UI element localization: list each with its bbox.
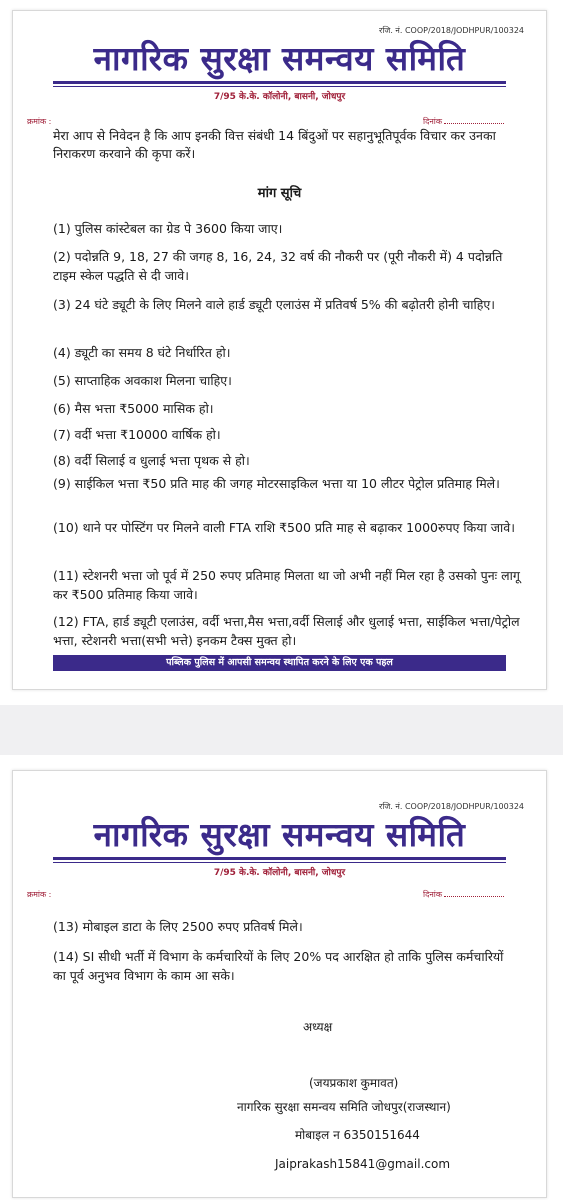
intro-paragraph: मेरा आप से निवेदन है कि आप इनकी वित्त संबंधी 14 बिंदुओं पर सहानुभूतिपूर्वक विचार कर उनका निराकरण करवाने की कृपा करें। [53,128,496,161]
registration-number: रजि. नं. COOP/2018/JODHPUR/100324 [379,802,524,811]
kramank-label: क्रमांक : [27,890,52,899]
dinank-blank [444,123,504,124]
page-gap [0,705,563,755]
footer-band: पब्लिक पुलिस में आपसी समन्वय स्थापित करने के लिए एक पहल [53,655,506,671]
header-rule-thin [53,862,506,863]
dinank-blank [444,896,504,897]
demand-item: (8) वर्दी सिलाई व धुलाई भत्ता पृथक से हो। [53,453,250,468]
header-rule [53,81,506,84]
kramank-label: क्रमांक : [27,117,52,126]
demand-item: (12) FTA, हार्ड ड्यूटी एलाउंस, वर्दी भत्ता,मैस भत्ता,वर्दी सिलाई और धुलाई भत्ता, साईकिल भत्ता/पेट्रोल भत्ता, स्टेशनरी भत्ता(सभी भत्ते) इनकम टैक्स मुक्त हो। [53,614,520,648]
dinank-label: दिनांक [423,890,442,899]
header-rule [53,857,506,860]
demand-item: (2) पदोन्नति 9, 18, 27 की जगह 8, 16, 24, 32 वर्ष की नौकरी पर (पूरी नौकरी में) 4 पदोन्नति टाइम स्केल पद्धति से दी जावे। [53,249,503,283]
demand-item: (7) वर्दी भत्ता ₹10000 वार्षिक हो। [53,427,221,442]
demand-item: (1) पुलिस कांस्टेबल का ग्रेड पे 3600 किया जाए। [53,221,283,236]
dinank-field [423,889,504,900]
demand-item: (9) साईकिल भत्ता ₹50 प्रति माह की जगह मोटरसाइकिल भत्ता या 10 लीटर पेट्रोल प्रतिमाह मिले। [53,476,500,491]
registration-number: रजि. नं. COOP/2018/JODHPUR/100324 [379,26,524,35]
signature-email: Jaiprakash15841@gmail.com [275,1157,451,1171]
demand-item: (5) साप्ताहिक अवकाश मिलना चाहिए। [53,373,232,388]
org-address: 7/95 के.के. कॉलोनी, बासनी, जोधपुर [213,868,346,878]
org-address: 7/95 के.के. कॉलोनी, बासनी, जोधपुर [213,92,346,102]
org-name-heading: नागरिक सुरक्षा समन्वय समिति [93,815,466,854]
signature-name: (जयप्रकाश कुमावत) [309,1076,399,1090]
signature-org: नागरिक सुरक्षा समन्वय समिति जोधपुर(राजस्थान) [237,1100,451,1114]
signature-title: अध्यक्ष [303,1020,333,1034]
org-name-heading: नागरिक सुरक्षा समन्वय समिति [93,39,466,78]
demand-item: (11) स्टेशनरी भत्ता जो पूर्व में 250 रुपए प्रतिमाह मिलता था जो अभी नहीं मिल रहा है उसको पुनः लागू कर ₹500 प्रतिमाह किया जावे। [53,568,520,602]
demand-item: (4) ड्यूटी का समय 8 घंटे निर्धारित हो। [53,345,231,360]
signature-mobile: मोबाइल न 6350151644 [295,1128,420,1142]
demand-item: (10) थाने पर पोस्टिंग पर मिलने वाली FTA राशि ₹500 प्रति माह से बढ़ाकर 1000रुपए किया जावे। [53,520,515,535]
letter-page-2 [12,770,547,1198]
letter-page-1 [12,10,547,690]
demand-item: (13) मोबाइल डाटा के लिए 2500 रुपए प्रतिवर्ष मिले। [53,919,303,934]
demand-item: (3) 24 घंटे ड्यूटी के लिए मिलने वाले हार्ड ड्यूटी एलाउंस में प्रतिवर्ष 5% की बढ़ोतरी होनी चाहिए। [53,297,496,312]
dinank-field [423,116,504,127]
header-rule-thin [53,86,506,87]
demand-item: (14) SI सीधी भर्ती में विभाग के कर्मचारियों के लिए 20% पद आरक्षित हो ताकि पुलिस कर्मचारियों का पूर्व अनुभव विभाग के काम आ सके। [53,949,504,983]
demand-item: (6) मैस भत्ता ₹5000 मासिक हो। [53,401,214,416]
dinank-label: दिनांक [423,117,442,126]
list-heading: मांग सूचि [257,186,302,201]
